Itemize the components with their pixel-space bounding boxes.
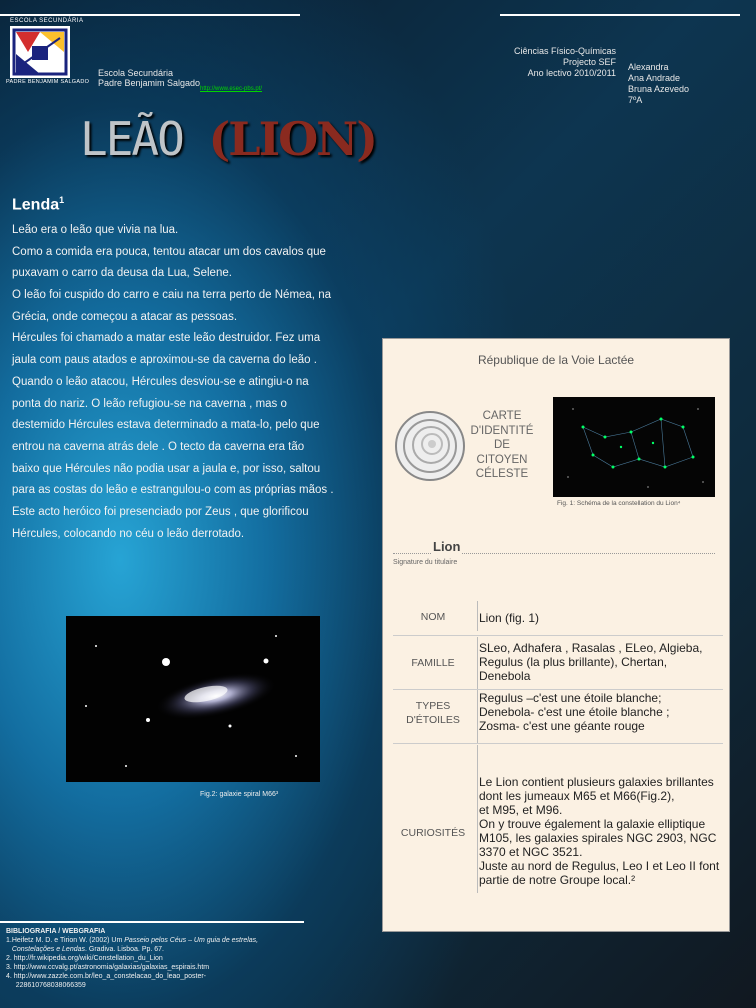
course-subject: Ciências Físico-Químicas [513,46,616,56]
page-title [80,112,376,166]
legend-heading-text: Lenda [12,196,60,214]
row-value [479,641,729,683]
row-value-line: Juste au nord de Regulus, Leo I et Leo II font [479,859,720,873]
row-value [479,691,729,733]
school-name-line-2: Padre Benjamim Salgado [98,78,201,88]
row-label: FAMILLE [411,657,455,669]
row-value [479,611,729,625]
bibliography-entry-3[interactable]: 3. http://www.ccvalg.pt/astronomia/galaxias/galaxias_espirais.htm [6,964,210,971]
card-id-line: CITOYEN [476,453,528,466]
card-row-star-types [393,691,723,743]
title-main: LEÃO [80,112,183,166]
bibliography-rule [0,921,304,923]
row-separator [477,745,478,893]
legend-line: ponta do nariz. O leão refugiou-se na caverna , mas o [12,397,287,410]
fig2-caption: Fig.2: galaxie spiral M66³ [200,791,279,798]
bibliography-entry-1 [6,936,316,945]
swirl-emblem-icon [393,409,467,488]
card-id-line: CARTE [482,410,522,422]
row-value-line: Lion (fig. 1) [479,611,540,625]
row-label: CURIOSITÉS [400,827,466,839]
bibliography-entry-1-cont [6,945,316,954]
card-row-family [393,637,723,691]
school-logo-top-text: ESCOLA SECUNDÁRIA [10,18,84,24]
fig1-caption: Fig. 1: Schéma de la constellation du Lion⁴ [557,500,681,507]
row-value-line: Regulus (la plus brillante), Chertan, [479,655,668,669]
bib-text: 1.Heifetz M. D. e Tirion W. (2002) Um [6,937,125,944]
row-value-line: M105, les galaxies spirales NGC 2903, NGC [479,831,717,845]
legend-line: puxavam o carro da deusa da Lua, Selene. [12,267,232,280]
row-label: TYPES D'ÉTOILES [406,700,460,726]
bibliography [6,927,316,990]
legend-line: Grécia, onde começou a atacar as pessoas. [12,310,238,323]
legend-heading [12,195,64,214]
school-name [98,68,200,88]
row-separator [477,637,478,691]
row-value-line: Regulus –c'est une étoile blanche; [479,691,662,705]
galaxy-image [66,616,320,782]
author-2: Ana Andrade [628,73,681,83]
legend-line: Quando o leão atacou, Hércules desviou-se e atingiu-o na [12,375,309,388]
card-title: République de la Voie Lactée [477,353,635,367]
card-id-line: CÉLESTE [475,468,529,480]
legend-line: Leão era o leão que vivia na lua. [12,224,179,236]
row-value-line: SLeo, Adhafera , Rasalas , ELeo, Algieba, [479,641,703,655]
row-value-line: partie de notre Groupe local.² [479,873,636,887]
row-value-line: Le Lion contient plusieurs galaxies brillantes [479,775,714,789]
bib-book-title: Constelações e Lendas [11,946,86,953]
authors [628,62,689,106]
bibliography-entry-4[interactable]: 4. http://www.zazzle.com.br/leo_a_constelacao_do_leao_poster- [6,973,207,980]
legend-line: jaula com paus atados e aproximou-se da caverna do leão . [12,354,317,367]
row-value-line: et M95, et M96. [479,803,563,817]
legend-line: destemido Hércules estava determinado a mata-lo, pelo que [12,419,320,432]
bibliography-entry-4-cont[interactable]: 228610768038066359 [6,982,86,989]
row-value-line: Zosma- c'est une géante rouge [479,719,645,733]
title-paren: (LION) [208,112,376,166]
school-logo-bottom-text: PADRE BENJAMIM SALGADO [6,79,90,85]
card-row-name [393,601,723,631]
school-website-link[interactable]: http://www.esec-pbs.pt/ [200,86,263,92]
signature-label: Signature du titulaire [393,559,458,566]
legend-line: Hércules foi chamado a matar este leão destruidor. Fez uma [12,332,321,345]
author-1: Alexandra [628,62,669,72]
bib-book-title: Passeio pelos Céus – Um guia de estrelas, [124,937,259,944]
school-logo [10,26,70,78]
legend-line: Este acto heróico foi presenciado por Zeus , que glorificou [12,505,309,518]
card-id-line: D'IDENTITÉ [470,424,534,437]
row-divider [393,635,723,636]
legend-line: entrou na caverna atrás dele . O tecto da caverna era tão [12,440,305,453]
bibliography-entry-2[interactable]: 2. http://fr.wikipedia.org/wiki/Constellation_du_Lion [6,955,163,962]
row-value-line: Denebola- c'est une étoile blanche ; [479,705,670,719]
card-id-text [467,409,537,482]
row-label: NOM [420,611,446,623]
row-divider [393,743,723,744]
legend-line: para as costas do leão e estrangulou-o com as próprias mãos . [12,484,334,497]
identity-card [382,338,730,932]
legend-line: Como a comida era pouca, tentou atacar um dos cavalos que [12,245,326,258]
course-info [480,46,616,79]
top-right-rule [500,14,740,16]
top-left-rule [0,14,300,16]
author-class: 7ºA [628,95,643,105]
card-row-curiosities [393,745,723,893]
row-value [479,775,729,887]
row-value-line: dont les jumeaux M65 et M66(Fig.2), [479,789,675,803]
row-value-line: On y trouve également la galaxie elliptique [479,817,706,831]
course-year: Ano lectivo 2010/2011 [527,68,616,78]
row-separator [477,691,478,743]
bib-text: . Gradiva. Lisboa. Pp. 67. [85,946,165,953]
legend-text [12,220,382,545]
row-value-line: Denebola [479,669,531,683]
legend-footnote-ref: 1 [59,195,65,205]
constellation-image [553,397,715,497]
legend-line: baixo que Hércules não podia usar a jaula e, por isso, saltou [12,462,321,475]
row-divider [393,689,723,690]
author-3: Bruna Azevedo [628,84,690,94]
card-id-line: DE [494,439,510,451]
row-separator [477,601,478,631]
signature-name: Lion [433,539,461,554]
legend-line: O leão foi cuspido do carro e caiu na terra perto de Némea, na [12,289,331,302]
school-name-line-1: Escola Secundária [98,68,174,78]
bibliography-title: BIBLIOGRAFIA / WEBGRAFIA [6,928,106,935]
row-value-line: 3370 et NGC 3521. [479,845,583,859]
course-project: Projecto SEF [562,57,616,67]
legend-line: Hércules, colocando no céu o leão derrotado. [12,527,245,540]
